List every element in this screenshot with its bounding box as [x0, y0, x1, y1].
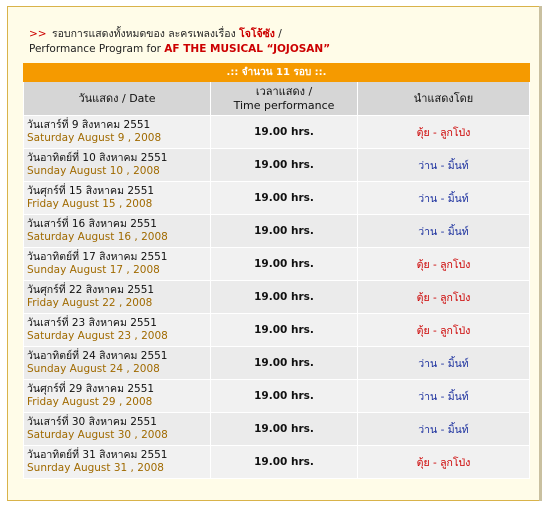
date-thai: วันศุกร์ที่ 29 สิงหาคม 2551: [27, 383, 155, 395]
time-cell: 19.00 hrs.: [211, 116, 358, 149]
schedule-row: [24, 314, 530, 347]
date-english: Saturday August 16 , 2008: [27, 231, 168, 243]
intro-english-text: Performance Program for: [29, 43, 161, 55]
schedule-row: [24, 149, 530, 182]
date-english: Sunrday August 31 , 2008: [27, 462, 164, 474]
date-thai: วันเสาร์ที่ 23 สิงหาคม 2551: [27, 317, 157, 329]
header-date: วันแสดง / Date: [24, 82, 211, 116]
time-cell: 19.00 hrs.: [211, 380, 358, 413]
time-cell: 19.00 hrs.: [211, 347, 358, 380]
schedule-banner-row: [24, 64, 530, 82]
time-cell: 19.00 hrs.: [211, 413, 358, 446]
header-row: [24, 82, 530, 116]
schedule-row: [24, 347, 530, 380]
cast-cell: ว่าน - มิ้นท์: [358, 347, 530, 380]
date-cell: [24, 248, 211, 281]
time-cell: 19.00 hrs.: [211, 446, 358, 479]
date-cell: [24, 347, 211, 380]
date-cell: [24, 182, 211, 215]
date-english: Friday August 29 , 2008: [27, 396, 153, 408]
cast-cell: ตุ้ย - ลูกโป่ง: [358, 248, 530, 281]
schedule-row: [24, 446, 530, 479]
time-cell: 19.00 hrs.: [211, 149, 358, 182]
intro-thai-text: รอบการแสดงทั้งหมดของ ละครเพลงเรื่อง: [51, 28, 236, 40]
date-thai: วันเสาร์ที่ 9 สิงหาคม 2551: [27, 119, 151, 131]
show-title-thai: โจโจ้ซัง: [239, 28, 275, 40]
arrow-icon: >>: [29, 28, 47, 40]
date-thai: วันศุกร์ที่ 15 สิงหาคม 2551: [27, 185, 155, 197]
schedule-row: [24, 413, 530, 446]
date-cell: [24, 314, 211, 347]
schedule-row: [24, 182, 530, 215]
date-thai: วันอาทิตย์ที่ 10 สิงหาคม 2551: [27, 152, 168, 164]
intro-slash: /: [278, 28, 282, 40]
header-time: [211, 82, 358, 116]
date-english: Saturday August 9 , 2008: [27, 132, 162, 144]
date-thai: วันอาทิตย์ที่ 17 สิงหาคม 2551: [27, 251, 168, 263]
schedule-row: [24, 380, 530, 413]
schedule-row: [24, 215, 530, 248]
date-cell: [24, 281, 211, 314]
panel-shadow: [539, 6, 542, 501]
date-english: Sunday August 24 , 2008: [27, 363, 160, 375]
cast-cell: ว่าน - มิ้นท์: [358, 413, 530, 446]
date-english: Friday August 15 , 2008: [27, 198, 153, 210]
date-english: Saturday August 23 , 2008: [27, 330, 168, 342]
schedule-rows: [24, 116, 530, 479]
date-cell: [24, 149, 211, 182]
cast-cell: ว่าน - มิ้นท์: [358, 182, 530, 215]
cast-cell: ว่าน - มิ้นท์: [358, 215, 530, 248]
show-title-english: AF THE MUSICAL “JOJOSAN”: [164, 43, 331, 55]
intro-line-thai: [29, 27, 330, 42]
header-time-thai: เวลาแสดง /: [255, 84, 313, 98]
date-cell: [24, 215, 211, 248]
cast-cell: ตุ้ย - ลูกโป่ง: [358, 116, 530, 149]
time-cell: 19.00 hrs.: [211, 182, 358, 215]
cast-cell: ว่าน - มิ้นท์: [358, 380, 530, 413]
date-cell: [24, 413, 211, 446]
cast-cell: ตุ้ย - ลูกโป่ง: [358, 281, 530, 314]
schedule-table: [23, 63, 530, 479]
schedule-count-banner: .:: จำนวน 11 รอบ ::.: [24, 64, 530, 82]
time-cell: 19.00 hrs.: [211, 314, 358, 347]
schedule-row: [24, 281, 530, 314]
cast-cell: ตุ้ย - ลูกโป่ง: [358, 314, 530, 347]
date-thai: วันอาทิตย์ที่ 24 สิงหาคม 2551: [27, 350, 168, 362]
time-cell: 19.00 hrs.: [211, 281, 358, 314]
date-cell: [24, 446, 211, 479]
date-english: Sunday August 17 , 2008: [27, 264, 160, 276]
date-thai: วันอาทิตย์ที่ 31 สิงหาคม 2551: [27, 449, 168, 461]
intro-line-english: [29, 42, 330, 57]
date-english: Saturday August 30 , 2008: [27, 429, 168, 441]
date-thai: วันเสาร์ที่ 16 สิงหาคม 2551: [27, 218, 157, 230]
date-cell: [24, 116, 211, 149]
time-cell: 19.00 hrs.: [211, 215, 358, 248]
cast-cell: ตุ้ย - ลูกโป่ง: [358, 446, 530, 479]
date-cell: [24, 380, 211, 413]
date-thai: วันศุกร์ที่ 22 สิงหาคม 2551: [27, 284, 155, 296]
intro-text: [29, 27, 330, 57]
date-thai: วันเสาร์ที่ 30 สิงหาคม 2551: [27, 416, 157, 428]
schedule-row: [24, 248, 530, 281]
schedule-row: [24, 116, 530, 149]
time-cell: 19.00 hrs.: [211, 248, 358, 281]
header-time-english: Time performance: [233, 98, 335, 112]
header-cast: นำแสดงโดย: [358, 82, 530, 116]
date-english: Sunday August 10 , 2008: [27, 165, 160, 177]
date-english: Friday August 22 , 2008: [27, 297, 153, 309]
cast-cell: ว่าน - มิ้นท์: [358, 149, 530, 182]
